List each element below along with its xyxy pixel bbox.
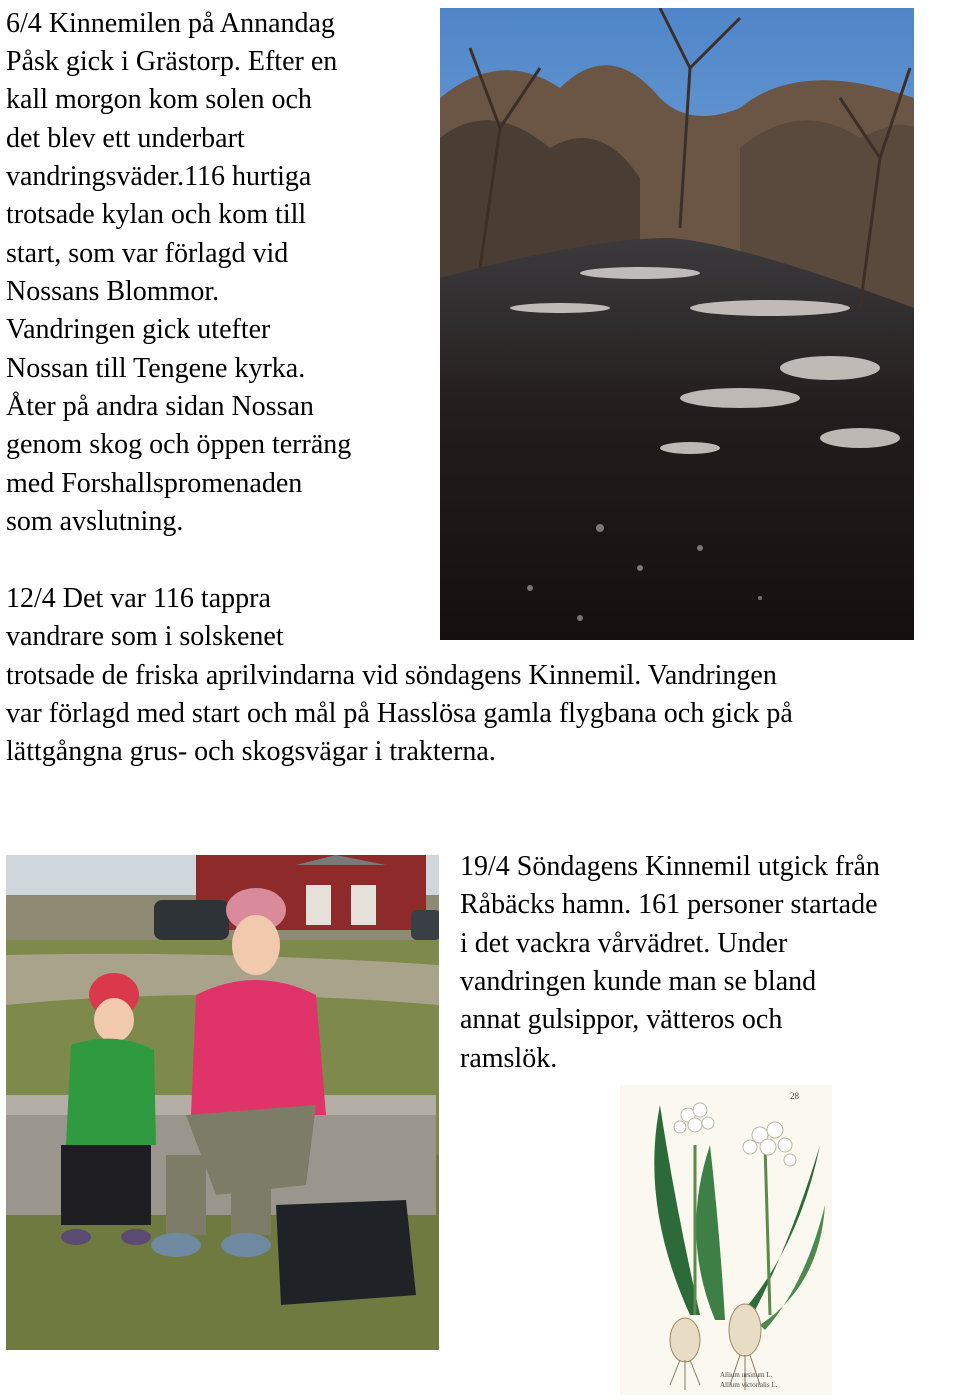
text-line: kall morgon kom solen och (6, 84, 312, 115)
text-line: Vandringen gick utefter (6, 314, 271, 345)
text-line: genom skog och öppen terräng (6, 429, 352, 460)
river-photo (440, 8, 914, 640)
text-line: i det vackra vårvädret. Under (460, 928, 788, 959)
text-line: ramslök. (460, 1043, 558, 1074)
text-line: med Forshallspromenaden (6, 468, 303, 499)
text-line: som avslutning. (6, 506, 184, 537)
text-line: vandrare som i solskenet (6, 621, 284, 652)
text-line: start, som var förlagd vid (6, 238, 289, 269)
text-line: Råbäcks hamn. 161 personer startade (460, 889, 878, 920)
text-line: Nossan till Tengene kyrka. (6, 353, 306, 384)
text-line: Åter på andra sidan Nossan (6, 391, 314, 422)
text-line: vandringsväder.116 hurtiga (6, 161, 312, 192)
text-line: 12/4 Det var 116 tappra (6, 583, 271, 614)
text-line: Påsk gick i Grästorp. Efter en (6, 46, 338, 77)
text-line: vandringen kunde man se bland (460, 966, 817, 997)
text-line: trotsade de friska aprilvindarna vid söndagens Kinnemil. Vandringen (6, 660, 777, 691)
ramsons-illustration (620, 1085, 832, 1395)
text-line: det blev ett underbart (6, 123, 245, 154)
text-line: trotsade kylan och kom till (6, 199, 307, 230)
plate-caption-2: Allium victorialis L. (720, 1381, 778, 1389)
plate-number: 28 (790, 1091, 799, 1101)
text-line: annat gulsippor, vätteros och (460, 1004, 783, 1035)
text-line: var förlagd med start och mål på Hasslösa gamla flygbana och gick på (6, 698, 793, 729)
text-line: 6/4 Kinnemilen på Annandag (6, 8, 335, 39)
text-line: 19/4 Söndagens Kinnemil utgick från (460, 851, 880, 882)
plate-caption-1: Allium ursinum L. (720, 1371, 773, 1379)
hikers-photo (6, 855, 439, 1350)
text-line: Nossans Blommor. (6, 276, 220, 307)
text-line: lättgångna grus- och skogsvägar i trakterna. (6, 736, 496, 767)
